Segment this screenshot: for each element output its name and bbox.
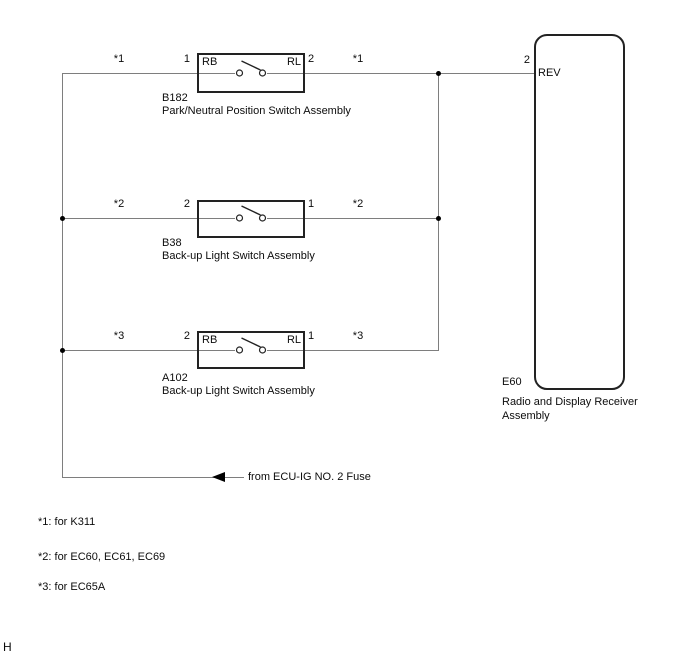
component-id: A102 — [162, 372, 188, 384]
wire-note: *1 — [352, 53, 364, 65]
switch-contact-icon — [235, 337, 267, 363]
component-name: Back-up Light Switch Assembly — [162, 385, 315, 397]
switch-contact-icon — [235, 205, 267, 231]
pin-number: 1 — [308, 330, 315, 342]
bus-right — [438, 73, 439, 351]
junction-dot — [60, 216, 65, 221]
bus-left — [62, 73, 63, 478]
pin-number: 1 — [183, 53, 190, 65]
junction-dot — [60, 348, 65, 353]
component-name: Assembly — [502, 410, 550, 422]
pin-number: 2 — [183, 330, 190, 342]
component-id: E60 — [502, 376, 522, 388]
pin-number: 2 — [183, 198, 190, 210]
terminal-label: RL — [286, 334, 301, 346]
pin-number: 1 — [308, 198, 315, 210]
component-id: B182 — [162, 92, 188, 104]
wire-note: *1 — [113, 53, 125, 65]
page-marker: H — [3, 640, 12, 654]
component-name: Park/Neutral Position Switch Assembly — [162, 105, 351, 117]
wire-note: *3 — [113, 330, 125, 342]
switch-contact-icon — [235, 60, 267, 86]
fuse-source-label: from ECU-IG NO. 2 Fuse — [248, 471, 371, 483]
pin-number: 2 — [308, 53, 315, 65]
junction-dot — [436, 216, 441, 221]
terminal-label: RB — [202, 334, 218, 346]
receiver-box-e60 — [534, 34, 625, 390]
wire-note: *2 — [352, 198, 364, 210]
wire-note: *3 — [352, 330, 364, 342]
terminal-label: RB — [202, 56, 218, 68]
component-name: Radio and Display Receiver — [502, 396, 638, 408]
wire-note: *2 — [113, 198, 125, 210]
component-id: B38 — [162, 237, 182, 249]
footnote: *3: for EC65A — [38, 581, 106, 593]
terminal-label: RL — [286, 56, 301, 68]
footnote: *1: for K311 — [38, 516, 96, 528]
footnote: *2: for EC60, EC61, EC69 — [38, 551, 166, 563]
pin-number: 2 — [523, 54, 530, 66]
component-name: Back-up Light Switch Assembly — [162, 250, 315, 262]
arrow-left-icon — [212, 472, 225, 482]
terminal-label: REV — [538, 67, 561, 79]
junction-dot — [436, 71, 441, 76]
